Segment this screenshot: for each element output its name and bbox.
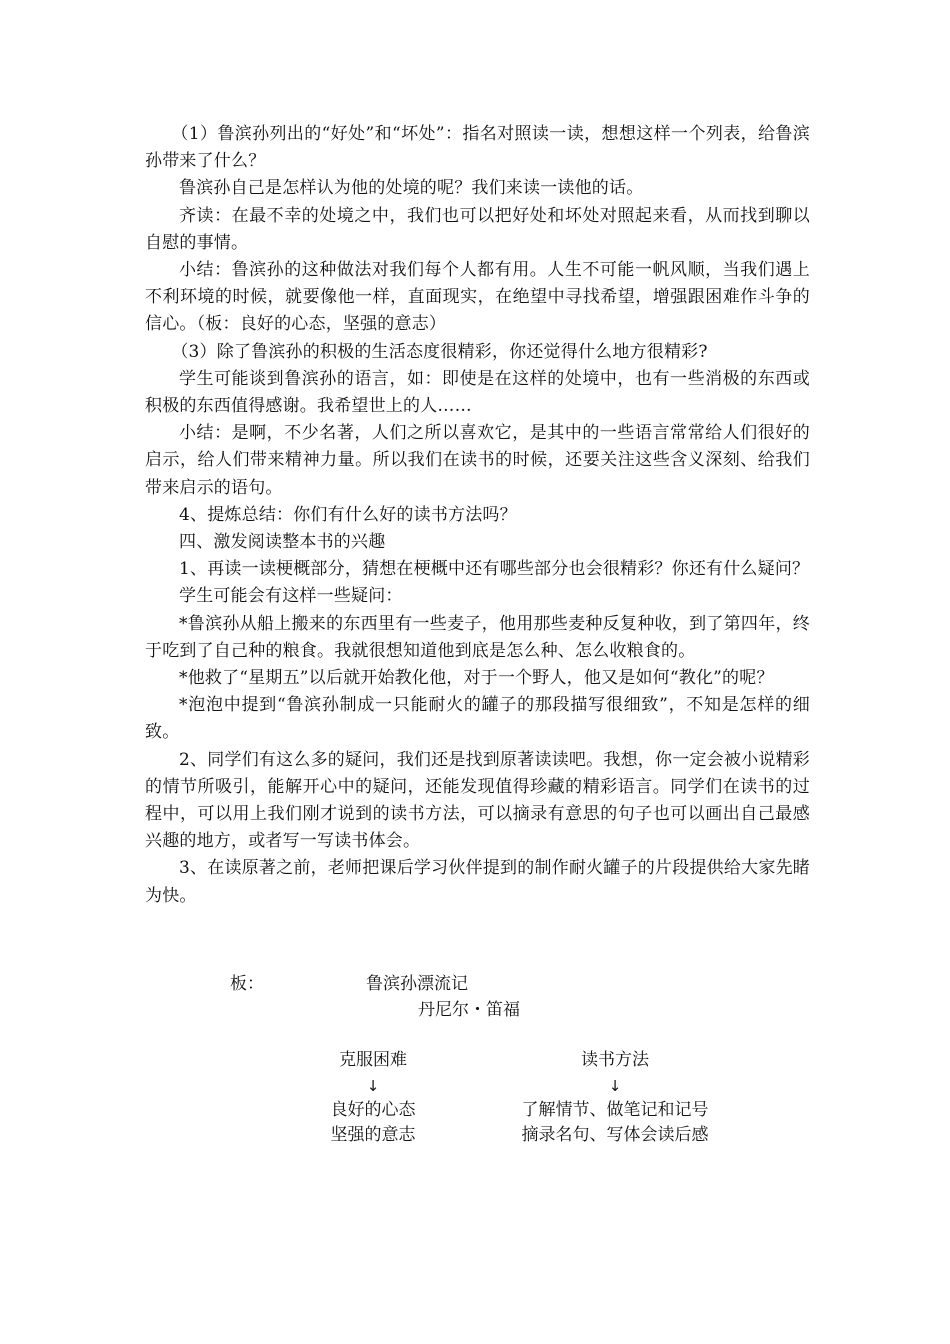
board-label: 板： (230, 974, 264, 994)
question-item: *泡泡中提到“鲁滨孙制成一只能耐火的罐子的那段描写很细致”，不知是怎样的细致。 (145, 695, 810, 743)
paragraph: 小结：是啊，不少名著，人们之所以喜欢它，是其中的一些语言常常给人们很好的启示，给人们带来精神力量。所以我们在读书的时候，还要关注这些含义深刻、给我们带来启示的语句。 (145, 423, 810, 498)
paragraph: （1）鲁滨孙列出的“好处”和“坏处”：指名对照读一读，想想这样一个列表，给鲁滨孙带来了什么？ (145, 124, 810, 172)
paragraph: 齐读：在最不幸的处境之中，我们也可以把好处和坏处对照起来看，从而找到聊以自慰的事情。 (145, 205, 810, 253)
down-arrow-icon: ↓ (608, 1077, 622, 1095)
board-right-heading: 读书方法 (581, 1050, 649, 1070)
question-item: *鲁滨孙从船上搬来的东西里有一些麦子，他用那些麦种反复种收，到了第四年，终于吃到了自己种的粮食。我就很想知道他到底是怎么种、怎么收粮食的。 (145, 613, 810, 661)
paragraph: 小结：鲁滨孙的这种做法对我们每个人都有用。人生不可能一帆风顺，当我们遇上不利环境的时候，就要像他一样，直面现实，在绝望中寻找希望，增强跟困难作斗争的信心。（板：良好的心态，坚强的意志） (145, 260, 810, 335)
board-right-item: 了解情节、做笔记和记号 (521, 1100, 709, 1120)
paragraph: 学生可能谈到鲁滨孙的语言，如：即使是在这样的处境中，也有一些消极的东西或积极的东西值得感谢。我希望世上的人…… (145, 368, 810, 417)
paragraph: 3、在读原著之前，老师把课后学习伙伴提到的制作耐火罐子的片段提供给大家先睹为快。 (145, 858, 810, 906)
board-left-item: 良好的心态 (330, 1100, 416, 1120)
board-right-item: 摘录名句、写体会读后感 (521, 1125, 709, 1145)
paragraph: 2、同学们有这么多的疑问，我们还是找到原著读读吧。我想，你一定会被小说精彩的情节所吸引，能解开心中的疑问，还能发现值得珍藏的精彩语言。同学们在读书的过程中，可以用上我们刚才说到的读书方法，可以摘录有意思的句子也可以画出自己最感兴趣的地方，或者写一写读书体会。 (145, 749, 810, 852)
lesson-text (145, 121, 810, 910)
board-left-heading: 克服困难 (339, 1050, 407, 1070)
section-heading: 四、激发阅读整本书的兴趣 (179, 532, 386, 553)
question-item: *他救了“星期五”以后就开始教化他，对于一个野人，他又是如何“教化”的呢？ (179, 668, 774, 689)
paragraph: 鲁滨孙自己是怎样认为他的处境的呢？我们来读一读他的话。 (179, 178, 644, 199)
board-title: 鲁滨孙漂流记 (366, 974, 468, 994)
down-arrow-icon: ↓ (366, 1077, 380, 1095)
board-left-item: 坚强的意志 (330, 1125, 416, 1145)
board-author: 丹尼尔・笛福 (418, 1000, 520, 1020)
paragraph: 学生可能会有这样一些疑问： (179, 586, 403, 607)
paragraph: 4、提炼总结：你们有什么好的读书方法吗？ (179, 504, 517, 525)
paragraph: 1、再读一读梗概部分，猜想在梗概中还有哪些部分也会很精彩？你还有什么疑问？ (179, 559, 810, 580)
paragraph: （3）除了鲁滨孙的积极的生活态度很精彩，你还觉得什么地方很精彩? (171, 341, 708, 362)
